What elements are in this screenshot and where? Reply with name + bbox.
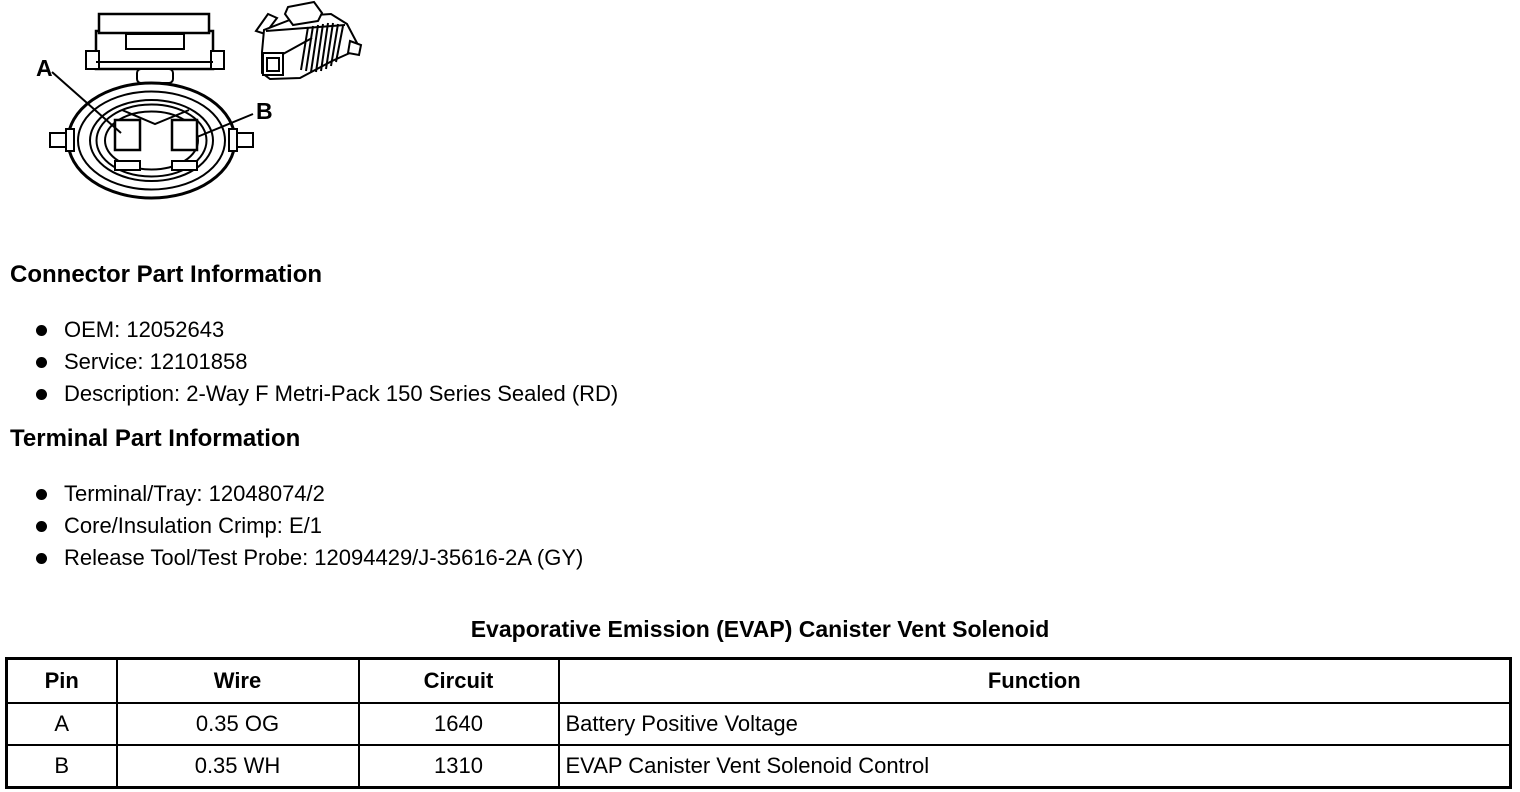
list-item [10,314,618,346]
bullet-icon [36,389,47,400]
iso-right-nub [348,41,361,55]
pin-b-label: B [256,98,273,124]
terminal-part-info-list [10,478,583,574]
function-cell: Battery Positive Voltage [559,703,1511,745]
connector-lower-slot [172,161,197,170]
col-header-wire: Wire [117,659,359,704]
pin-a-label: A [36,55,53,81]
list-item [10,542,583,574]
terminal-cavity-a [115,120,140,150]
circuit-cell: 1310 [359,745,559,788]
connector-lock-window [126,34,184,49]
table-row [7,745,1511,788]
connector-center-tab [137,69,173,83]
table-row [7,703,1511,745]
circuit-cell: 1640 [359,703,559,745]
bullet-icon [36,489,47,500]
connector-isometric-view [256,2,361,79]
core-insulation-crimp: Core/Insulation Crimp: E/1 [64,513,322,538]
connector-diagram [0,0,400,215]
connector-part-info-list [10,314,618,410]
function-cell: EVAP Canister Vent Solenoid Control [559,745,1511,788]
pin-cell: A [7,703,117,745]
iso-front-socket-opening [267,58,279,71]
terminal-tray: Terminal/Tray: 12048074/2 [64,481,325,506]
list-item [10,378,618,410]
connector-lock-top [99,14,209,33]
connector-front-view [50,14,253,198]
bullet-icon [36,325,47,336]
connector-side-tab-left [50,133,66,147]
connector-side-tab-left [66,129,74,151]
pinout-table-title: Evaporative Emission (EVAP) Canister Vent Solenoid [470,616,1050,642]
wire-cell: 0.35 WH [117,745,359,788]
oem-number: OEM: 12052643 [64,317,225,342]
wire-cell: 0.35 OG [117,703,359,745]
list-item [10,510,583,542]
terminal-part-info-heading: Terminal Part Information [10,425,301,452]
iso-lock-tab [285,2,322,25]
connector-part-info-heading: Connector Part Information [10,261,323,288]
col-header-circuit: Circuit [359,659,559,704]
list-item [10,478,583,510]
service-number: Service: 12101858 [64,349,248,374]
connector-flange-step-left [86,51,99,69]
col-header-function: Function [559,659,1511,704]
terminal-cavity-b [172,120,197,150]
bullet-icon [36,521,47,532]
table-header-row [7,659,1511,704]
pin-cell: B [7,745,117,788]
list-item [10,346,618,378]
pinout-table [5,657,1512,789]
connector-description: Description: 2-Way F Metri-Pack 150 Series Sealed (RD) [64,381,619,406]
connector-lower-slot [115,161,140,170]
col-header-pin: Pin [7,659,117,704]
bullet-icon [36,357,47,368]
release-tool-test-probe: Release Tool/Test Probe: 12094429/J-35616-2A (GY) [64,545,584,570]
connector-flange-step-right [211,51,224,69]
bullet-icon [36,553,47,564]
connector-side-tab-right [237,133,253,147]
connector-side-tab-right [229,129,237,151]
